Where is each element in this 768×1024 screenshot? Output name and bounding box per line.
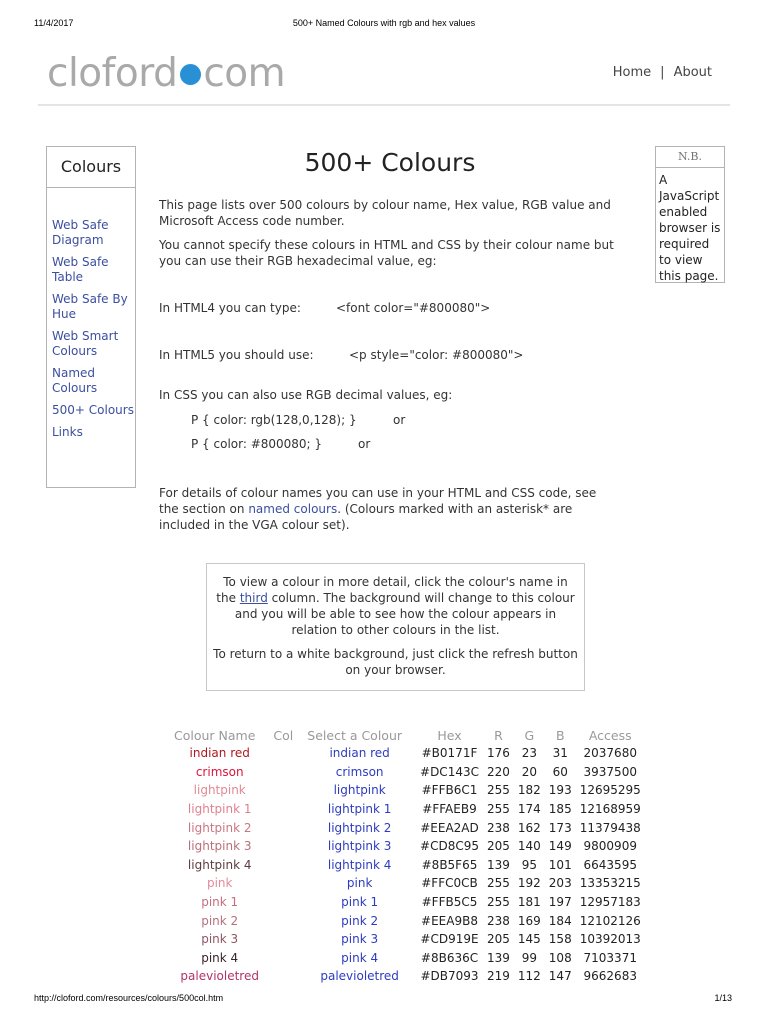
table-row [170,949,645,968]
colour-name-cell: palevioletred [180,969,259,984]
header-access: Access [588,727,632,743]
intro-paragraph: This page lists over 500 colours by colour name, Hex value, RGB value and Microsoft Access code number. [159,198,611,228]
blue-cell: 185 [548,802,572,817]
access-cell: 2037680 [583,746,637,761]
hex-cell: #CD8C95 [420,839,479,854]
select-colour-link[interactable]: lightpink 1 [327,802,392,817]
green-cell: 23 [521,746,537,761]
header-divider [38,104,730,106]
colour-swatch-cell [269,763,303,782]
blue-cell: 158 [548,932,572,947]
colour-name-cell: indian red [189,746,250,761]
hex-cell: #DC143C [420,764,479,779]
colour-swatch-cell [269,837,303,856]
sidebar-item-web-safe-diagram[interactable]: Web Safe Diagram [52,218,109,247]
blue-cell: 60 [552,764,568,779]
blue-cell: 173 [548,820,572,835]
red-cell: 238 [486,820,510,835]
header-select-colour: Select a Colour [307,727,403,743]
colour-swatch-cell [269,856,303,875]
colour-name-cell: pink 2 [201,913,239,928]
hex-cell: #FFAEB9 [422,802,477,817]
html4-code: <font color="#800080"> [336,301,491,315]
nav-about-link[interactable]: About [673,65,712,80]
select-colour-link[interactable]: pink [346,876,373,891]
nav-home-link[interactable]: Home [612,65,652,80]
css-code-rgb: P { color: rgb(128,0,128); } [191,413,357,427]
hex-cell: #8B636C [420,950,479,965]
red-cell: 139 [486,950,510,965]
colour-swatch-cell [269,874,303,893]
red-cell: 176 [486,746,510,761]
access-cell: 3937500 [583,764,637,779]
details-paragraph [159,485,619,533]
info-paragraph-1 [213,574,578,638]
red-cell: 139 [486,857,510,872]
blue-cell: 101 [548,857,572,872]
colour-name-cell: crimson [195,764,244,779]
red-cell: 219 [486,969,510,984]
green-cell: 112 [517,969,541,984]
table-row [170,930,645,949]
html5-code: <p style="color: #800080"> [349,348,524,362]
green-cell: 145 [517,932,541,947]
sidebar-item-named-colours[interactable]: Named Colours [52,366,98,395]
colour-table [170,726,645,986]
header-hex: Hex [437,727,462,743]
table-row [170,874,645,893]
named-colours-link[interactable]: named colours [248,502,338,516]
colour-swatch-cell [269,800,303,819]
green-cell: 140 [517,839,541,854]
blue-cell: 108 [548,950,572,965]
logo-text-left: cloford [47,51,178,96]
table-row [170,781,645,800]
colour-name-cell: lightpink 1 [187,802,252,817]
html5-label: In HTML5 you should use: [159,348,314,362]
colour-name-cell: pink 1 [201,895,239,910]
green-cell: 181 [517,895,541,910]
details-text-1: For details of colour names you can use in your HTML and CSS code, see the section on [159,486,597,516]
red-cell: 255 [486,876,510,891]
hex-cell: #EEA9B8 [421,913,478,928]
table-row [170,800,645,819]
colour-name-cell: pink 4 [201,950,239,965]
css-or-1: or [393,413,406,427]
green-cell: 99 [521,950,537,965]
header-b: B [555,727,565,743]
sidebar-item-web-safe-by-hue[interactable]: Web Safe By Hue [52,292,128,321]
header-col: Col [273,727,294,743]
table-row [170,893,645,912]
html4-label: In HTML4 you can type: [159,301,301,315]
access-cell: 11379438 [579,820,641,835]
access-cell: 12695295 [579,783,641,798]
green-cell: 169 [517,913,541,928]
table-row [170,856,645,875]
colour-name-cell: pink 3 [201,932,239,947]
red-cell: 220 [486,764,510,779]
select-colour-link[interactable]: pink 4 [341,950,379,965]
print-page-number: 1/13 [714,993,732,1003]
table-row [170,911,645,930]
hex-cell: #B0171F [421,746,478,761]
css-label: In CSS you can also use RGB decimal values, eg: [159,388,453,402]
table-row [170,837,645,856]
access-cell: 12168959 [579,802,641,817]
colour-swatch-cell [269,893,303,912]
hex-cell: #DB7093 [420,969,479,984]
red-cell: 255 [486,802,510,817]
colour-name-cell: lightpink [193,783,246,798]
blue-cell: 31 [552,746,568,761]
note-paragraph: You cannot specify these colours in HTML and CSS by their colour name but you can use their RGB hexadecimal value, eg: [159,238,614,268]
header-r: R [494,727,503,743]
top-nav [613,65,712,80]
sidebar-item-web-safe-table[interactable]: Web Safe Table [52,255,109,284]
access-cell: 12102126 [579,913,641,928]
blue-cell: 203 [548,876,572,891]
print-title: 500+ Named Colours with rgb and hex values [292,18,476,28]
select-colour-link[interactable]: pink 1 [341,895,379,910]
hex-cell: #8B5F65 [421,857,478,872]
select-colour-link[interactable]: palevioletred [320,969,399,984]
blue-cell: 193 [548,783,572,798]
details-text-2: . (Colours marked with an asterisk* are included in the VGA colour set). [159,502,573,532]
sidebar-item-links[interactable]: Links [52,425,83,439]
hex-cell: #FFB6C1 [421,783,478,798]
colour-name-cell: lightpink 2 [187,820,252,835]
info-text-1a: To view a colour in more detail, click the colour's name in the [216,575,568,605]
colour-name-cell: lightpink 3 [187,839,252,854]
nb-body: A JavaScript enabled browser is required to view this page. [659,173,721,283]
colour-swatch-cell [269,911,303,930]
select-colour-link[interactable]: crimson [335,764,384,779]
table-row [170,744,645,763]
sidebar-item-500-colours[interactable]: 500+ Colours [52,403,134,417]
header-colour-name: Colour Name [174,727,256,743]
colour-swatch-cell [269,781,303,800]
green-cell: 192 [517,876,541,891]
select-colour-link[interactable]: indian red [329,746,390,761]
green-cell: 174 [517,802,541,817]
red-cell: 255 [486,895,510,910]
green-cell: 182 [517,783,541,798]
select-colour-link[interactable]: lightpink 4 [327,857,392,872]
hex-cell: #FFC0CB [421,876,478,891]
logo-dot-icon [180,64,201,85]
red-cell: 205 [486,932,510,947]
access-cell: 6643595 [583,857,637,872]
select-colour-link[interactable]: pink 3 [341,932,379,947]
green-cell: 20 [521,764,537,779]
select-colour-link[interactable]: lightpink [333,783,386,798]
green-cell: 95 [521,857,537,872]
logo-text-right: com [203,51,286,96]
css-or-2: or [358,437,371,451]
access-cell: 13353215 [579,876,641,891]
green-cell: 162 [517,820,541,835]
hex-cell: #CD919E [420,932,479,947]
blue-cell: 149 [548,839,572,854]
table-row [170,818,645,837]
table-row [170,763,645,782]
nb-title: N.B. [656,147,724,168]
info-box [206,563,585,691]
css-code-hex: P { color: #800080; } [191,437,323,451]
header-g: G [524,727,535,743]
access-cell: 10392013 [579,932,641,947]
hex-cell: #FFB5C5 [421,895,478,910]
table-header-row [170,726,645,744]
select-colour-link[interactable]: lightpink 2 [327,820,392,835]
third-column-link[interactable]: third [239,591,268,605]
nb-box [655,146,725,283]
hex-cell: #EEA2AD [420,820,479,835]
access-cell: 9800909 [583,839,637,854]
page-title: 500+ Colours [304,148,476,177]
sidebar-menu [47,188,135,440]
access-cell: 7103371 [583,950,637,965]
access-cell: 9662683 [583,969,637,984]
select-colour-link[interactable]: lightpink 3 [327,839,392,854]
colour-swatch-cell [269,949,303,968]
blue-cell: 184 [548,913,572,928]
sidebar [46,146,136,488]
nav-separator: | [660,65,665,80]
print-date: 11/4/2017 [34,18,74,28]
access-cell: 12957183 [579,895,641,910]
colour-swatch-cell [269,744,303,763]
sidebar-title: Colours [47,147,135,188]
print-url: http://cloford.com/resources/colours/500col.htm [34,993,224,1003]
table-row [170,967,645,986]
red-cell: 238 [486,913,510,928]
red-cell: 205 [486,839,510,854]
colour-name-cell: lightpink 4 [187,857,252,872]
sidebar-item-web-smart-colours[interactable]: Web Smart Colours [52,329,119,358]
blue-cell: 147 [548,969,572,984]
select-colour-link[interactable]: pink 2 [341,913,379,928]
site-logo[interactable] [47,52,285,96]
info-paragraph-2: To return to a white background, just click the refresh button on your browser. [213,647,578,677]
blue-cell: 197 [548,895,572,910]
info-text-1b: column. The background will change to this colour and you will be able to see how the colour appears in relation to other colours in the list. [234,591,575,637]
colour-swatch-cell [269,930,303,949]
colour-table-body [170,744,645,986]
colour-swatch-cell [269,818,303,837]
colour-name-cell: pink [206,876,233,891]
colour-swatch-cell [269,967,303,986]
red-cell: 255 [486,783,510,798]
